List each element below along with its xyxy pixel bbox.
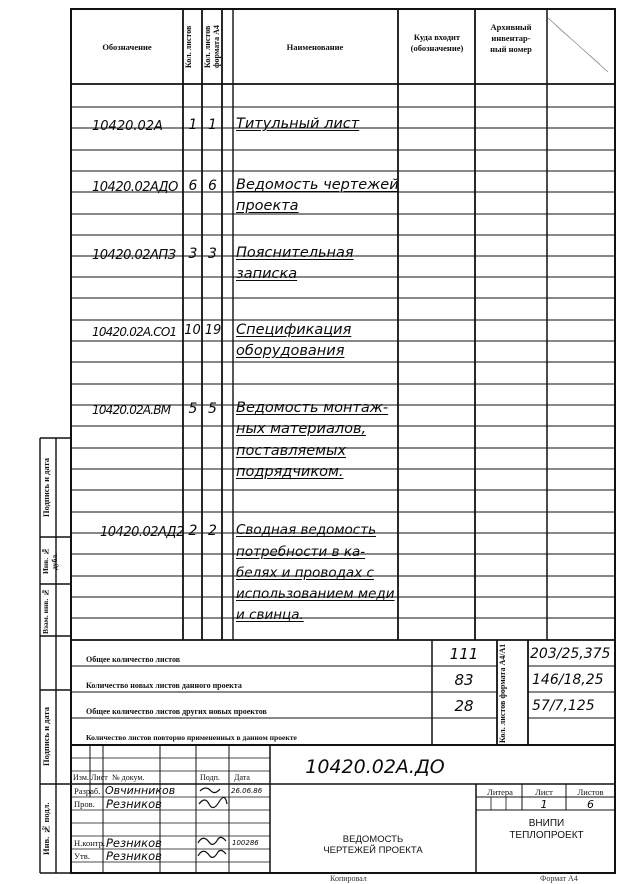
stamp-document-title: [272, 834, 474, 856]
stamp-title-line1: ВЕДОМОСТЬ: [342, 834, 404, 845]
header-archive-line1: Архивный: [490, 22, 532, 32]
new-sheets-value: 83: [454, 671, 474, 689]
stamp-prov-name: Резников: [106, 797, 162, 811]
stamp-izm: Изм.: [73, 773, 89, 782]
stamp-organization: [478, 818, 615, 842]
row-name-line: поставляемых: [236, 443, 347, 459]
row-name-line: Титульный лист: [236, 116, 360, 132]
side-label-signature-date-2: Подпись и дата: [41, 707, 51, 767]
row-sheets: 3: [188, 246, 198, 262]
stamp-utv: Утв.: [74, 851, 90, 861]
stamp-utv-name: Резников: [106, 849, 162, 863]
row-name-line: Спецификация: [236, 322, 352, 338]
header-name: Наименование: [286, 42, 344, 52]
row-name-line: белях и проводах с: [236, 565, 374, 581]
row-sheets-a4: 19: [204, 323, 222, 338]
stamp-razrab-date: 26.06.86: [231, 787, 263, 795]
row-code: 10420.02А.ВМ: [92, 403, 171, 417]
side-label-vzam-inv: Взам. инв. №: [41, 587, 50, 634]
side-label-inv-dubl: Инв. № дубл.: [41, 547, 59, 575]
row-sheets: 6: [188, 178, 198, 194]
row-name-line: потребности в ка-: [236, 544, 366, 560]
stamp-sheets-value: 6: [587, 798, 594, 811]
stamp-razrab: Разраб.: [74, 786, 101, 796]
row-sheets-a4: 6: [208, 178, 217, 194]
row-name-line: оборудования: [236, 343, 345, 359]
stamp-list: Лист: [91, 773, 108, 782]
stamp-nkontr: Н.контр.: [74, 838, 105, 848]
row-code: 10420.02АД2: [100, 525, 184, 540]
stamp-data: Дата: [234, 773, 250, 782]
row-name-line: использованием меди: [236, 586, 395, 602]
header-designation: Обозначение: [102, 42, 152, 52]
side-label-inv-podl: Инв. № подл.: [41, 802, 51, 856]
row-code: 10420.02АДО: [92, 180, 178, 195]
row-name-line: и свинца.: [236, 607, 304, 623]
header-archive-line3: ный номер: [490, 44, 532, 54]
header-num-sheets-a4: Кол. листов формата А4: [203, 25, 221, 69]
stamp-doc-no: № докум.: [112, 773, 145, 782]
a4-other-value: 57/7,125: [532, 698, 595, 714]
row-name-line: записка: [236, 266, 298, 282]
stamp-razrab-name: Овчинников: [105, 784, 176, 797]
total-sheets-label: Общее количество листов: [86, 655, 181, 664]
reused-sheets-label: Количество листов повторно примененных в данном проекте: [86, 733, 297, 742]
stamp-litera: Литера: [487, 787, 513, 797]
a4-a1-side-label: Кол. листов формата А4/А1: [498, 643, 507, 743]
stamp-sheet: Лист: [535, 787, 553, 797]
footer-format: Формат А4: [540, 874, 578, 883]
row-sheets-a4: 2: [208, 523, 217, 539]
row-name-line: ных материалов,: [236, 421, 367, 437]
stamp-document-code: 10420.02А.ДО: [305, 756, 445, 778]
total-sheets-value: 111: [449, 645, 479, 663]
row-name-line: Пояснительная: [236, 245, 354, 261]
stamp-prov: Пров.: [74, 799, 95, 809]
row-name-line: Сводная ведомость: [236, 522, 377, 538]
row-sheets: 2: [188, 523, 198, 539]
row-sheets-a4: 3: [208, 246, 217, 262]
stamp-org-line2: ТЕПЛОПРОЕКТ: [509, 830, 584, 841]
row-name-line: подрядчиком.: [236, 464, 344, 480]
header-where-used-text: Куда входит (обозначение): [410, 32, 464, 53]
row-sheets-a4: 1: [208, 117, 217, 133]
row-sheets: 10: [184, 323, 201, 338]
row-name-line: Ведомость чертежей: [236, 177, 399, 193]
a4-new-value: 146/18,25: [532, 672, 604, 688]
header-num-sheets: Кол. листов: [184, 25, 193, 69]
header-archive-line2: инвентар-: [491, 33, 531, 43]
row-code: 10420.02А: [92, 119, 163, 134]
row-sheets: 1: [188, 117, 198, 133]
side-label-signature-date: Подпись и дата: [41, 458, 51, 518]
stamp-nkontr-name: Резников: [106, 836, 162, 850]
other-sheets-value: 28: [454, 697, 474, 715]
stamp-title-line2: ЧЕРТЕЖЕЙ ПРОЕКТА: [323, 845, 423, 856]
row-name-line: проекта: [236, 198, 299, 214]
stamp-sheets: Листов: [577, 787, 604, 797]
new-sheets-label: Количество новых листов данного проекта: [86, 681, 242, 690]
row-code: 10420.02А.СО1: [92, 325, 177, 339]
row-sheets: 5: [188, 401, 198, 417]
stamp-nkontr-date: 100286: [232, 839, 259, 847]
row-name-line: Ведомость монтаж-: [236, 400, 389, 416]
stamp-org-line1: ВНИПИ: [528, 818, 565, 829]
a4-total-value: 203/25,375: [530, 646, 611, 662]
stamp-sheet-value: 1: [540, 798, 548, 811]
footer-copied: Копировал: [330, 874, 367, 883]
other-sheets-label: Общее количество листов других новых проектов: [86, 707, 267, 716]
stamp-podp: Подп.: [200, 773, 220, 782]
row-code: 10420.02АПЗ: [92, 248, 176, 263]
row-sheets-a4: 5: [208, 401, 217, 417]
